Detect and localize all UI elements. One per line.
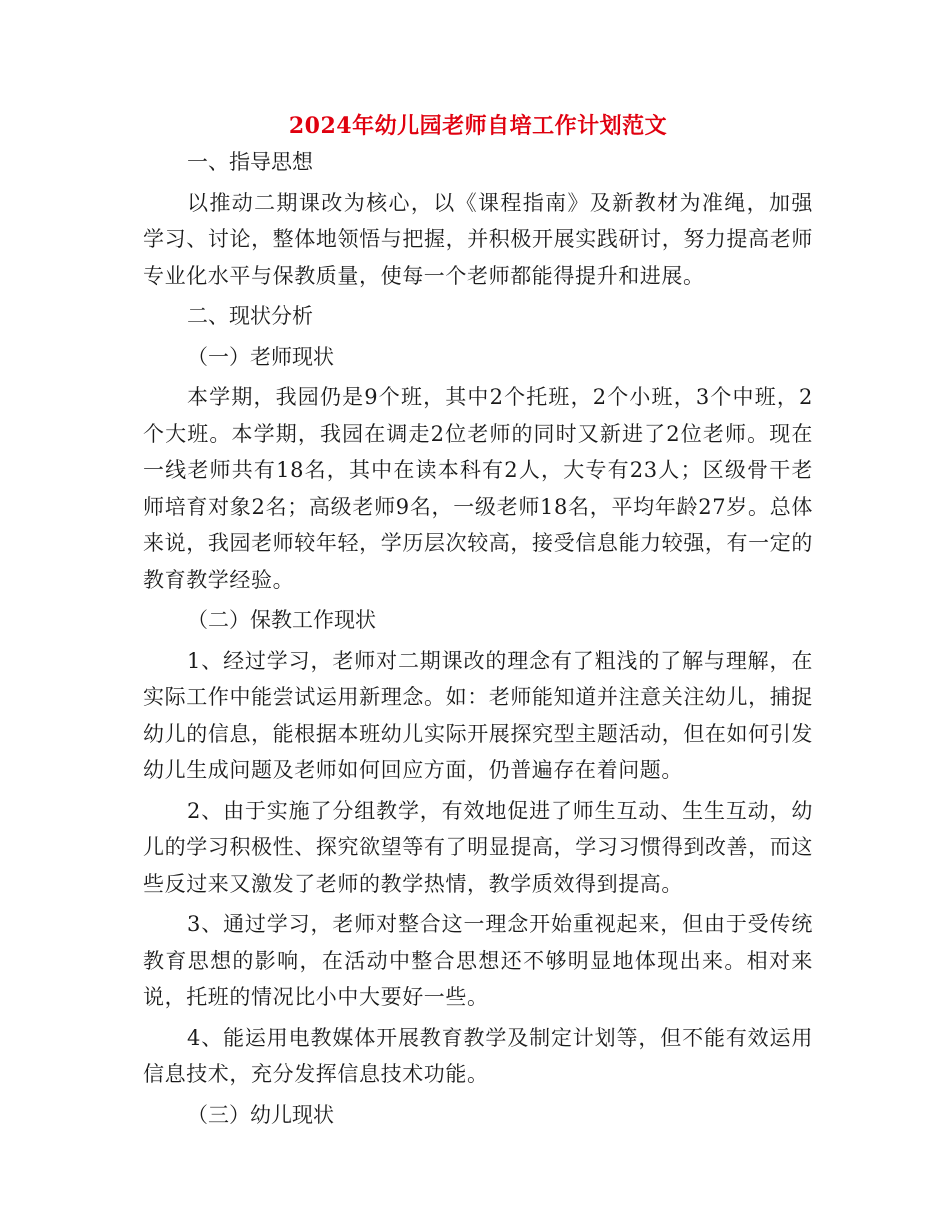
subsection-heading-care-education-status: （二）保教工作现状 (187, 608, 376, 632)
document-title: 2024年幼儿园老师自培工作计划范文 (288, 113, 668, 139)
section-heading-guiding-ideology: 一、指导思想 (187, 150, 313, 174)
paragraph-care-education-2: 2、由于实施了分组教学，有效地促进了师生互动、生生互动，幼儿的学习积极性、探究欲望等有了明显提高，学习习惯得到改善，而这些反过来又激发了老师的教学热情，教学质效得到提高。 (143, 798, 813, 896)
section-heading-status-analysis: 二、现状分析 (187, 304, 313, 328)
subsection-heading-teacher-status: （一）老师现状 (187, 344, 334, 369)
paragraph-guiding-ideology: 以推动二期课改为核心，以《课程指南》及新教材为准绳，加强学习、讨论，整体地领悟与把握，并积极开展实践研讨，努力提高老师专业化水平与保教质量，使每一个老师都能得提升和进展。 (143, 190, 813, 288)
subsection-heading-children-status: （三）幼儿现状 (187, 1102, 334, 1127)
paragraph-care-education-3: 3、通过学习，老师对整合这一理念开始重视起来，但由于受传统教育思想的影响，在活动中整合思想还不够明显地体现出来。相对来说，托班的情况比小中大要好一些。 (143, 912, 813, 1009)
paragraph-care-education-1: 1、经过学习，老师对二期课改的理念有了粗浅的了解与理解，在实际工作中能尝试运用新理念。如：老师能知道并注意关注幼儿，捕捉幼儿的信息，能根据本班幼儿实际开展探究型主题活动，但在如何引发幼儿生成问题及老师如何回应方面，仍普遍存在着问题。 (143, 648, 813, 782)
paragraph-care-education-4: 4、能运用电教媒体开展教育教学及制定计划等，但不能有效运用信息技术，充分发挥信息技术功能。 (143, 1025, 813, 1086)
paragraph-teacher-status: 本学期，我园仍是9个班，其中2个托班，2个小班，3个中班，2个大班。本学期，我园在调走2位老师的同时又新进了2位老师。现在一线老师共有18名，其中在读本科有2人，大专有23人；区级骨干老师培育对象2名；高级老师9名，一级老师18名，平均年龄27岁。总体来说，我园老师较年轻，学历层次较高，接受信息能力较强，有一定的教育教学经验。 (143, 385, 813, 592)
document-page (143, 108, 813, 1133)
